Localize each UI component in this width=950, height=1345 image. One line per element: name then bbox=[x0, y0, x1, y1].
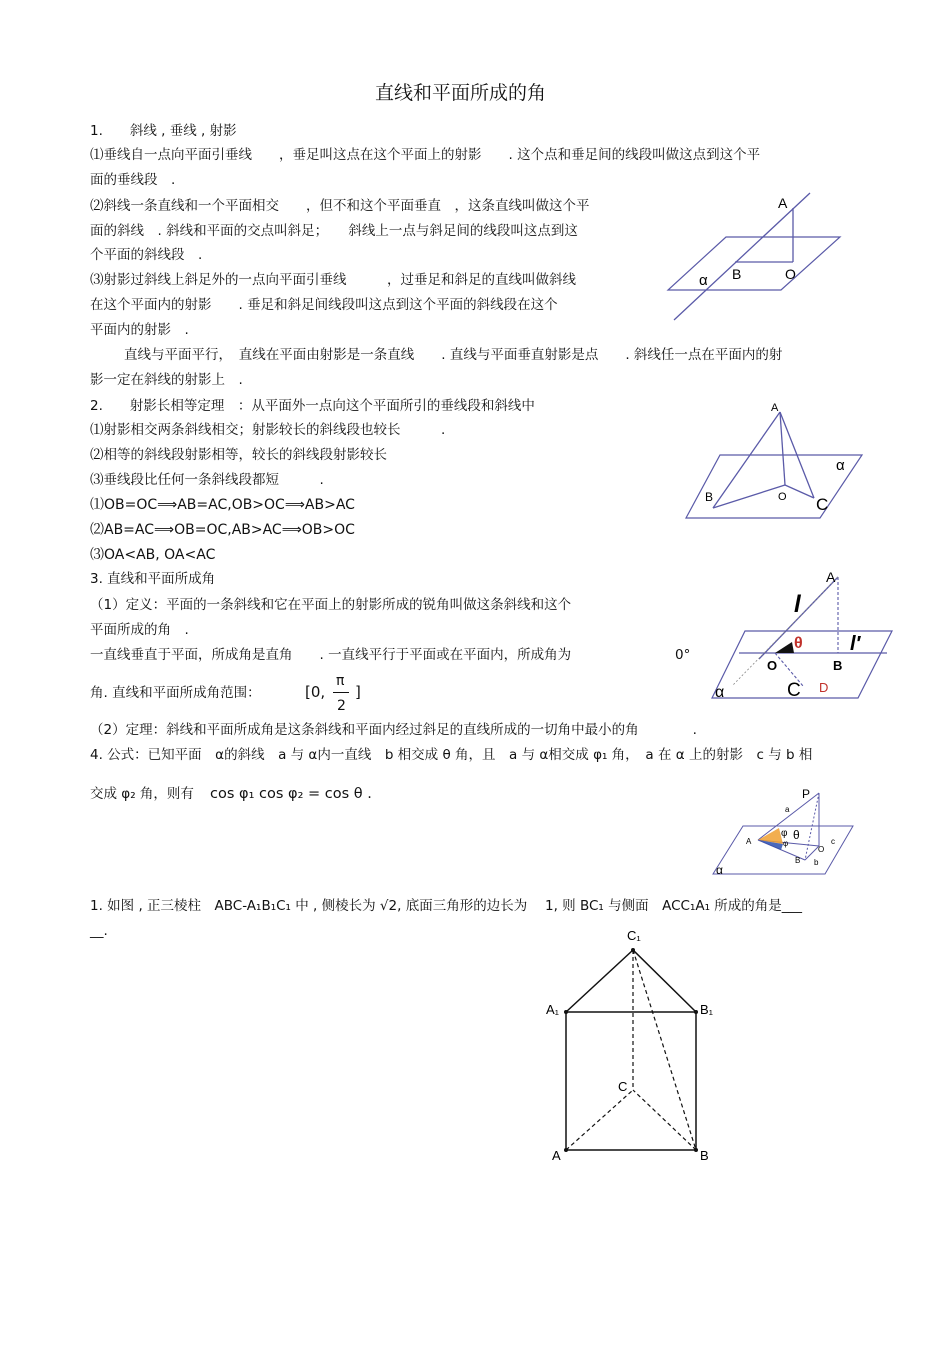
range-pi: π bbox=[336, 673, 345, 689]
section-3-heading: 3. 直线和平面所成角 bbox=[90, 571, 216, 587]
s4-line-2: 交成 φ₂ 角，则有 bbox=[90, 786, 194, 802]
s2-formula-3: ⑶OA<AB, OA<AC bbox=[90, 547, 216, 563]
vertex-A1 bbox=[564, 1010, 568, 1014]
label-D: D bbox=[819, 680, 829, 695]
vertex-B1 bbox=[694, 1010, 698, 1014]
label-A: A bbox=[826, 569, 836, 585]
s3-line-2: 平面所成的角 . bbox=[90, 622, 189, 638]
s1-line-7: 在这个平面内的射影 . 垂足和斜足间线段叫这点到这个平面的斜线段在这个 bbox=[90, 297, 558, 313]
range-fraction-bar bbox=[333, 692, 349, 693]
s1-line-4: 面的斜线 . 斜线和平面的交点叫斜足； 斜线上一点与斜足间的线段叫这点到这 bbox=[90, 223, 578, 239]
vertex-B bbox=[694, 1148, 698, 1152]
label-P: P bbox=[802, 787, 811, 801]
s1-line-10: 影一定在斜线的射影上 . bbox=[90, 372, 243, 388]
label-B: B bbox=[700, 1148, 709, 1163]
label-C: C bbox=[618, 1079, 628, 1094]
s3-line-4: 角. 直线和平面所成角范围： bbox=[90, 685, 261, 701]
page-title: 直线和平面所成的角 bbox=[375, 82, 547, 104]
label-O: O bbox=[818, 845, 825, 854]
label-phi1: φ bbox=[781, 828, 788, 839]
label-C: C bbox=[816, 495, 829, 514]
label-l: l bbox=[794, 591, 801, 618]
label-l-prime: l′ bbox=[850, 633, 861, 655]
s1-line-9: 直线与平面平行， 直线在平面由射影是一条直线 . 直线与平面垂直射影是点 . 斜线任一点在平面内的射 bbox=[124, 347, 783, 363]
problem-line-1: 1. 如图 , 正三棱柱 ABC-A₁B₁C₁ 中 , 侧棱长为 √2, 底面三角形的边长为 1, 则 BC₁ 与侧面 ACC₁A₁ 所成的角是___ bbox=[90, 898, 803, 914]
label-O: O bbox=[778, 491, 787, 503]
s3-line-5: （2）定理：斜线和平面所成角是这条斜线和平面内经过斜足的直线所成的一切角中最小的角 . bbox=[90, 722, 697, 738]
label-A: A bbox=[746, 837, 752, 846]
label-a: a bbox=[785, 805, 790, 814]
label-B1: B₁ bbox=[700, 1002, 714, 1017]
label-alpha: α bbox=[836, 457, 845, 474]
label-A: A bbox=[778, 195, 788, 211]
label-b: b bbox=[814, 858, 819, 867]
edge-A1C1 bbox=[566, 950, 633, 1012]
label-alpha: α bbox=[699, 272, 708, 289]
label-C1: C₁ bbox=[627, 928, 641, 943]
section-2-heading: 2. 射影长相等定理 ：从平面外一点向这个平面所引的垂线段和斜线中 bbox=[90, 398, 535, 414]
label-A: A bbox=[771, 402, 779, 414]
edge-AC bbox=[566, 1090, 633, 1150]
edge-B1C1 bbox=[633, 950, 696, 1012]
s1-line-2: 面的垂线段 . bbox=[90, 172, 176, 188]
oblique-line bbox=[674, 193, 810, 320]
label-C: C bbox=[787, 680, 801, 701]
label-A: A bbox=[552, 1148, 561, 1163]
figure-three-cosine bbox=[713, 788, 858, 880]
s1-line-3: ⑵斜线一条直线和一个平面相交 ，但不和这个平面垂直 ，这条直线叫做这个平 bbox=[90, 198, 590, 214]
label-theta: θ bbox=[794, 635, 803, 652]
s1-line-1: ⑴垂线自一点向平面引垂线 ，垂足叫这点在这个平面上的射影 . 这个点和垂足间的线段叫做这点到这个平 bbox=[90, 147, 761, 163]
label-A1: A₁ bbox=[546, 1002, 560, 1017]
label-B: B bbox=[833, 658, 843, 673]
label-theta: θ bbox=[793, 828, 800, 842]
label-c: c bbox=[831, 837, 835, 846]
s3-zero-degree: 0° bbox=[675, 647, 691, 663]
figure-prism bbox=[540, 920, 720, 1170]
vertex-C1 bbox=[631, 948, 635, 952]
range-left: [0, bbox=[305, 683, 326, 701]
range-right: ] bbox=[355, 683, 361, 701]
s4-formula: cos φ₁ cos φ₂ = cos θ . bbox=[210, 786, 372, 802]
label-B: B bbox=[732, 266, 742, 282]
problem-line-2: __. bbox=[90, 923, 108, 939]
s2-line-1: ⑴射影相交两条斜线相交；射影较长的斜线段也较长 . bbox=[90, 422, 446, 438]
label-alpha: α bbox=[716, 863, 723, 877]
label-alpha: α bbox=[715, 684, 725, 701]
s3-line-3: 一直线垂直于平面，所成角是直角 . 一直线平行于平面或在平面内，所成角为 bbox=[90, 647, 572, 663]
label-O: O bbox=[767, 658, 778, 673]
figure-line-plane-angle bbox=[712, 566, 894, 702]
label-O: O bbox=[785, 266, 796, 282]
label-phi2: φ bbox=[783, 839, 789, 848]
s2-formula-2: ⑵AB=AC⟹OB=OC,AB>AC⟹OB>OC bbox=[90, 522, 355, 538]
s1-line-8: 平面内的射影 . bbox=[90, 322, 189, 338]
label-B: B bbox=[795, 856, 801, 865]
angle-marker bbox=[775, 642, 794, 653]
figure-oblique-line bbox=[668, 190, 848, 325]
s2-line-3: ⑶垂线段比任何一条斜线段都短 . bbox=[90, 472, 324, 488]
s4-line-1: 4. 公式：已知平面 α的斜线 a 与 α内一直线 b 相交成 θ 角，且 a 与 α相交成 φ₁ 角， a 在 α 上的射影 c 与 b 相 bbox=[90, 747, 813, 763]
segment-OB bbox=[713, 485, 785, 508]
figure-projection-theorem bbox=[684, 398, 864, 523]
s2-line-2: ⑵相等的斜线段射影相等，较长的斜线段射影较长 bbox=[90, 447, 387, 463]
section-1-heading: 1. 斜线 , 垂线 , 射影 bbox=[90, 123, 237, 139]
segment-AB bbox=[713, 412, 780, 508]
s3-line-1: （1）定义：平面的一条斜线和它在平面上的射影所成的锐角叫做这条斜线和这个 bbox=[90, 597, 572, 613]
vertex-A bbox=[564, 1148, 568, 1152]
range-two: 2 bbox=[337, 698, 346, 714]
s1-line-5: 个平面的斜线段 . bbox=[90, 247, 203, 263]
s1-line-6: ⑶射影过斜线上斜足外的一点向平面引垂线 ，过垂足和斜足的直线叫做斜线 bbox=[90, 272, 576, 288]
label-B: B bbox=[705, 490, 714, 504]
s2-formula-1: ⑴OB=OC⟹AB=AC,OB>OC⟹AB>AC bbox=[90, 497, 355, 513]
